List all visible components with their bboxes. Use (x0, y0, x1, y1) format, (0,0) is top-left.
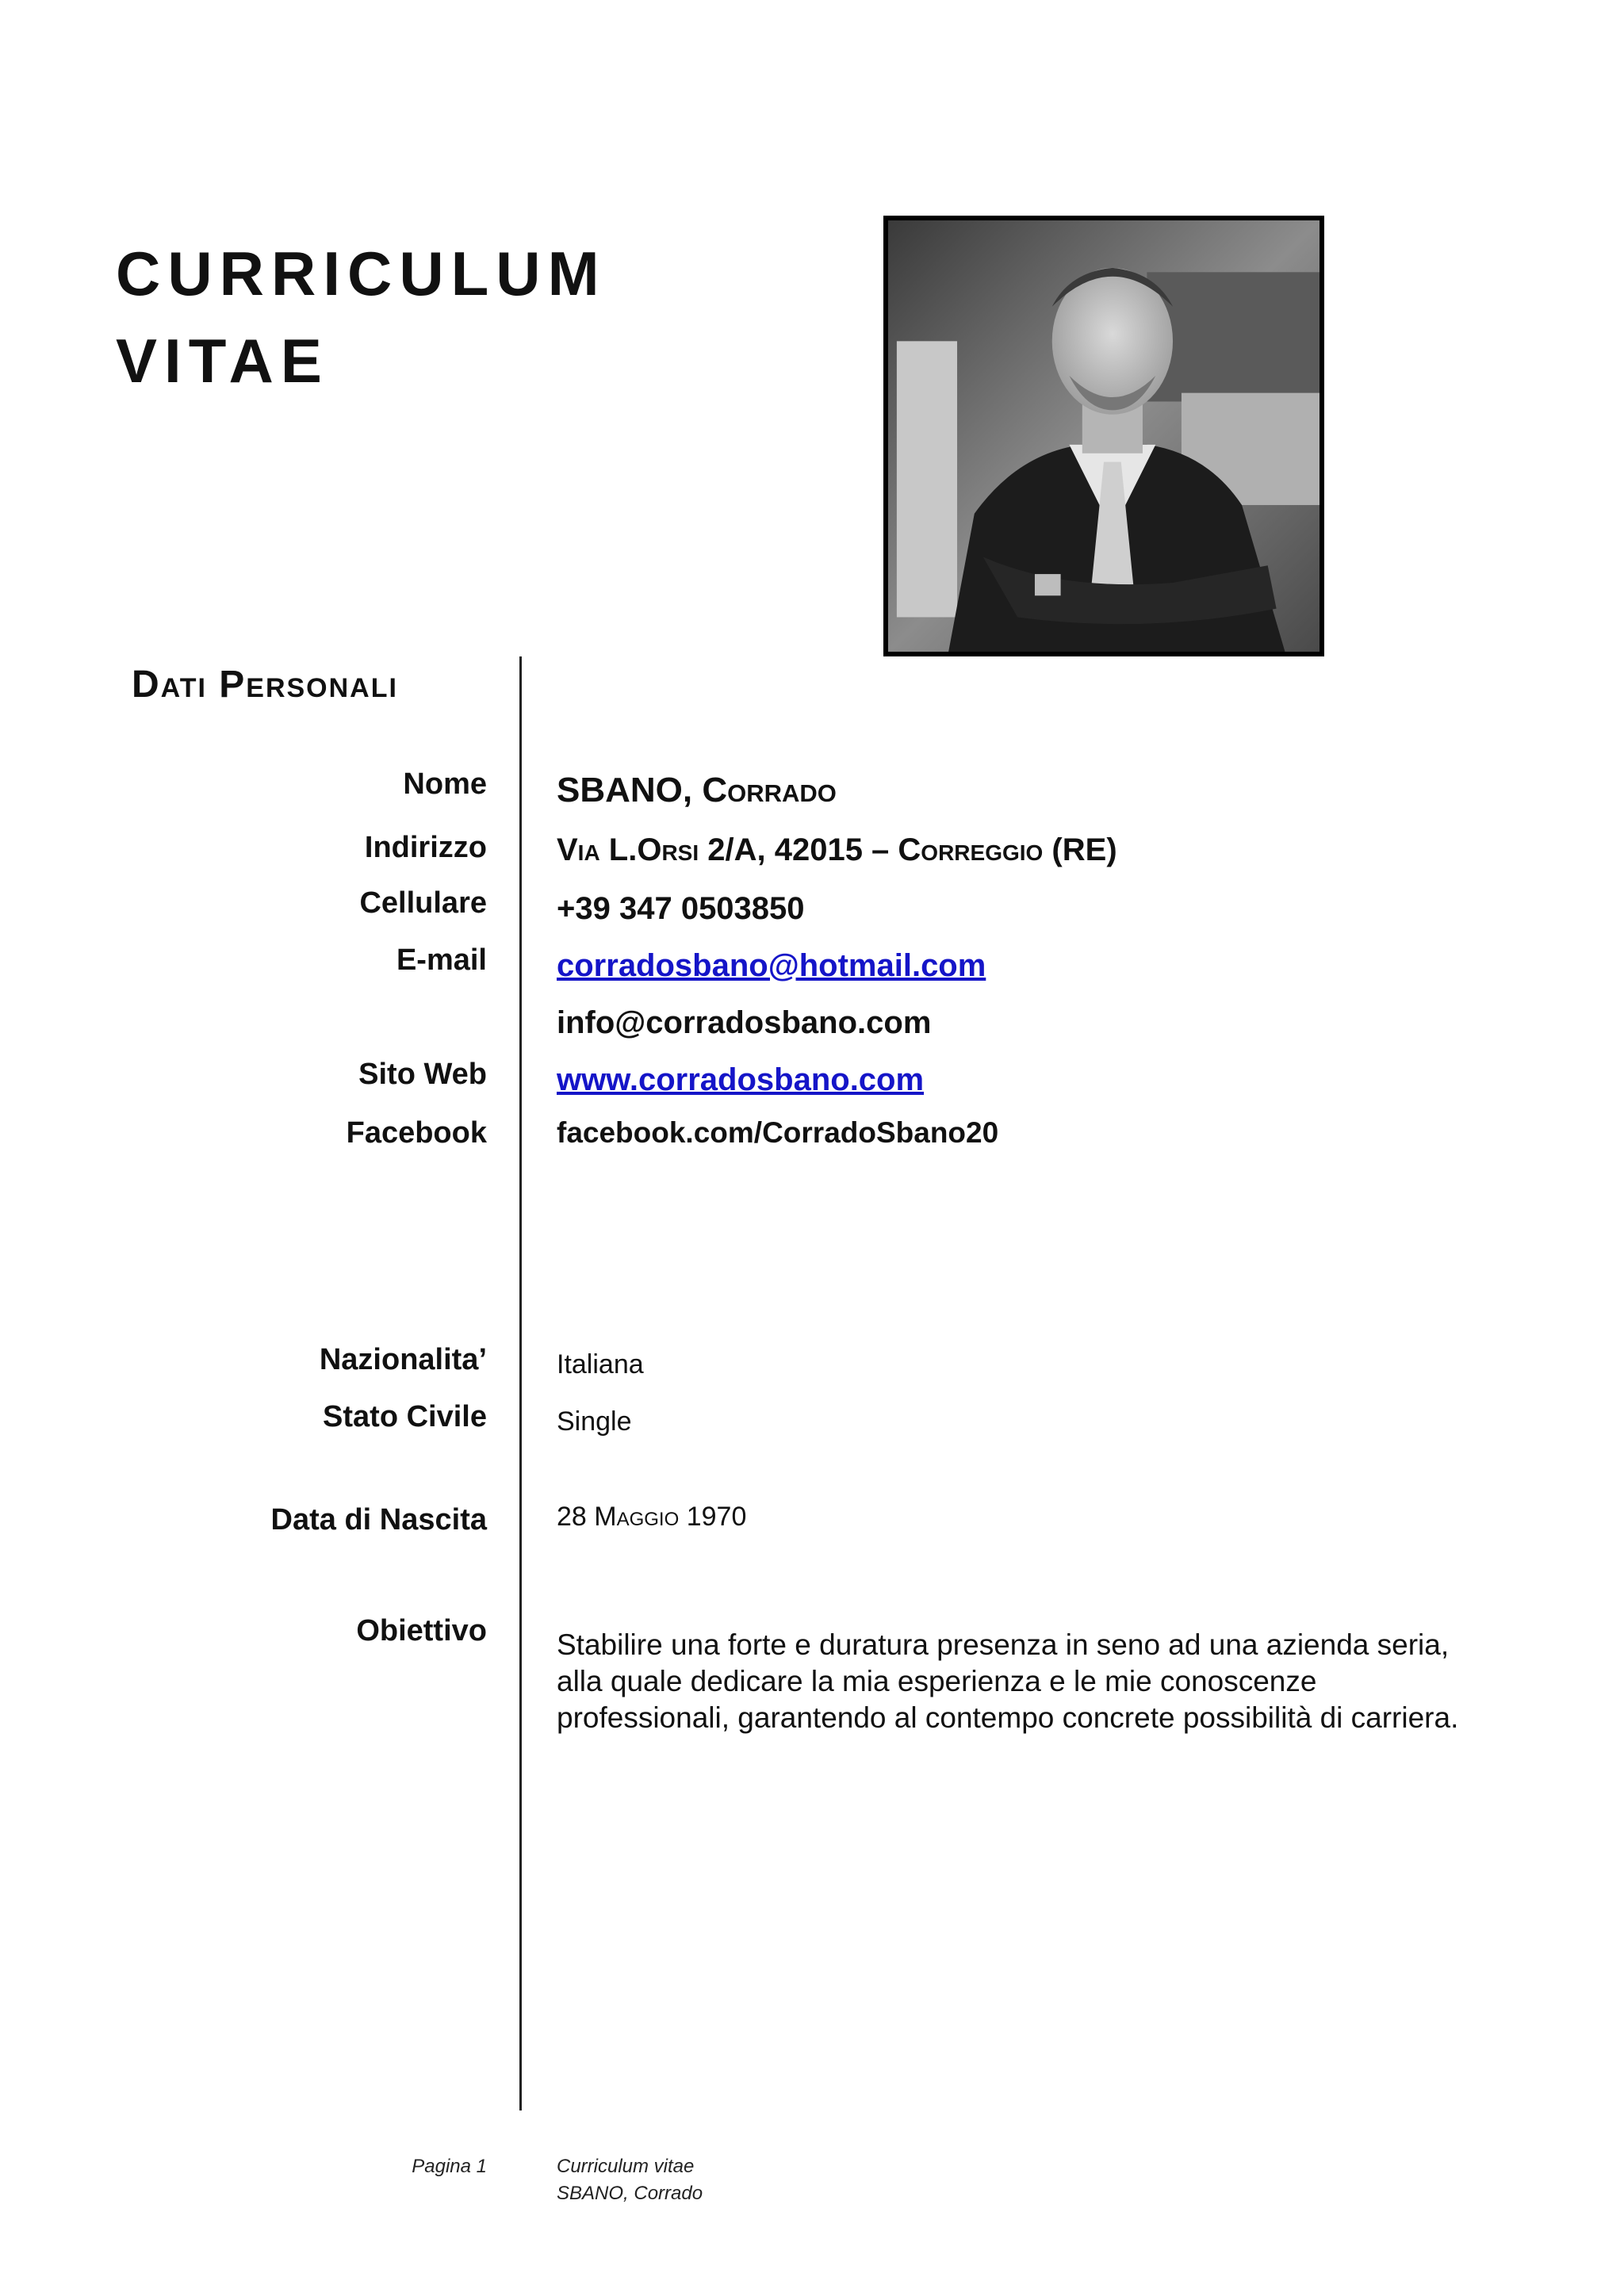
label-email: E-mail (396, 943, 487, 977)
column-divider (519, 656, 522, 2110)
label-website: Sito Web (358, 1058, 487, 1091)
value-objective: Stabilire una forte e duratura presenza in seno ad una azienda seria, alla quale dedicare la mia esperienza e le mie conoscenze professionali, garantendo al contempo concrete possibilità di carriera. (557, 1628, 1459, 1734)
value-birth-date: 28 Maggio 1970 (557, 1502, 747, 1532)
portrait-photo (883, 216, 1324, 656)
value-address: Via L.Orsi 2/A, 42015 – Correggio (RE) (557, 832, 1117, 867)
value-civil-status: Single (557, 1406, 632, 1437)
footer-doc-title: Curriculum vitae (557, 2156, 695, 2177)
footer-doc-author: SBANO, Corrado (557, 2183, 703, 2204)
value-nationality: Italiana (557, 1349, 644, 1380)
label-civil-status: Stato Civile (323, 1400, 487, 1433)
section-title-personal-data: Dati Personali (132, 664, 398, 706)
email-link[interactable]: corradosbano@hotmail.com (557, 948, 986, 983)
value-mobile: +39 347 0503850 (557, 891, 805, 926)
label-objective: Obiettivo (356, 1614, 487, 1647)
website-link[interactable]: www.corradosbano.com (557, 1062, 925, 1097)
label-mobile: Cellulare (359, 886, 487, 920)
label-address: Indirizzo (364, 831, 487, 864)
value-email-secondary: info@corradosbano.com (557, 1005, 932, 1040)
value-facebook: facebook.com/CorradoSbano20 (557, 1116, 999, 1149)
label-name: Nome (403, 767, 487, 801)
document-title-line1: CURRICULUM (116, 239, 607, 308)
document-title-line2: VITAE (116, 326, 329, 396)
label-nationality: Nazionalita’ (319, 1343, 487, 1376)
value-name: SBANO, Corrado (557, 771, 837, 809)
label-facebook: Facebook (346, 1116, 487, 1150)
label-birth-date: Data di Nascita (270, 1503, 487, 1536)
footer-page-number: Pagina 1 (412, 2156, 487, 2177)
portrait-photo-icon (888, 220, 1320, 652)
